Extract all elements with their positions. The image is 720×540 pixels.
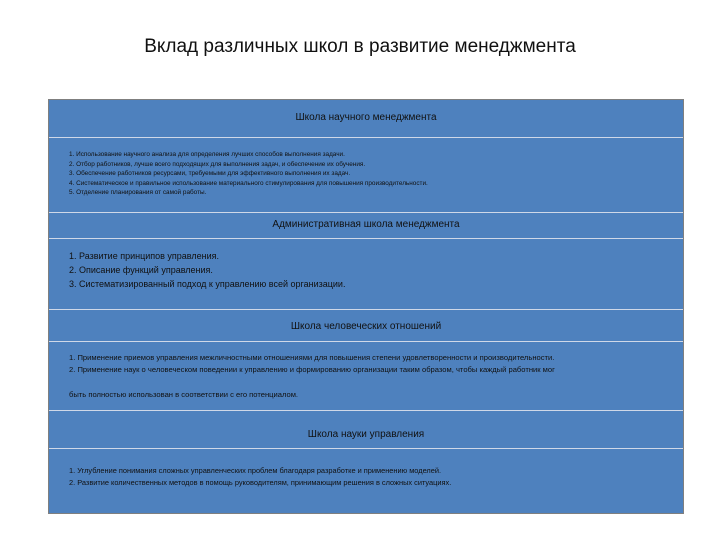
list-item: 3. Обеспечение работников ресурсами, требуемыми для эффективного выполнения их задач. <box>69 170 351 178</box>
school-header <box>49 213 683 239</box>
school-contributions <box>49 449 683 513</box>
school-name: Школа научного менеджмента <box>295 112 437 123</box>
list-item: 1. Применение приемов управления межличностными отношениями для повышения степени удовлетворенности и производительности. <box>69 353 555 362</box>
school-name: Школа науки управления <box>307 429 425 440</box>
list-item: быть полностью использован в соответствии с его потенциалом. <box>69 390 299 399</box>
school-header <box>49 411 683 449</box>
school-header <box>49 100 683 138</box>
list-item: 2. Описание функций управления. <box>69 265 213 275</box>
slide-title: Вклад различных школ в развитие менеджмента <box>144 36 576 57</box>
list-item: 3. Систематизированный подход к управлению всей организации. <box>69 279 346 289</box>
list-item: 5. Отделение планирования от самой работы. <box>69 189 207 197</box>
list-item: 1. Использование научного анализа для определения лучших способов выполнения задачи. <box>69 151 345 158</box>
school-name: Школа человеческих отношений <box>290 321 442 332</box>
list-item: 1. Развитие принципов управления. <box>69 251 220 261</box>
list-item: 1. Углубление понимания сложных управленческих проблем благодаря разработке и применению моделей. <box>69 466 442 475</box>
list-item: 2. Применение наук о человеческом поведении к управлению и формированию организации таким образом, чтобы каждый работник мог <box>69 365 555 374</box>
schools-table <box>48 99 684 514</box>
list-item: 4. Систематическое и правильное использование материального стимулирования для повышения производительности. <box>69 179 428 187</box>
school-contributions <box>49 138 683 213</box>
school-name: Административная школа менеджмента <box>272 219 460 230</box>
school-contributions <box>49 239 683 310</box>
list-item: 2. Отбор работников, лучше всего подходящих для выполнения задач, и обеспечение их обучения. <box>69 160 366 168</box>
school-contributions <box>49 342 683 411</box>
list-item: 2. Развитие количественных методов в помощь руководителям, принимающим решения в сложных ситуациях. <box>69 478 452 487</box>
school-header <box>49 310 683 342</box>
